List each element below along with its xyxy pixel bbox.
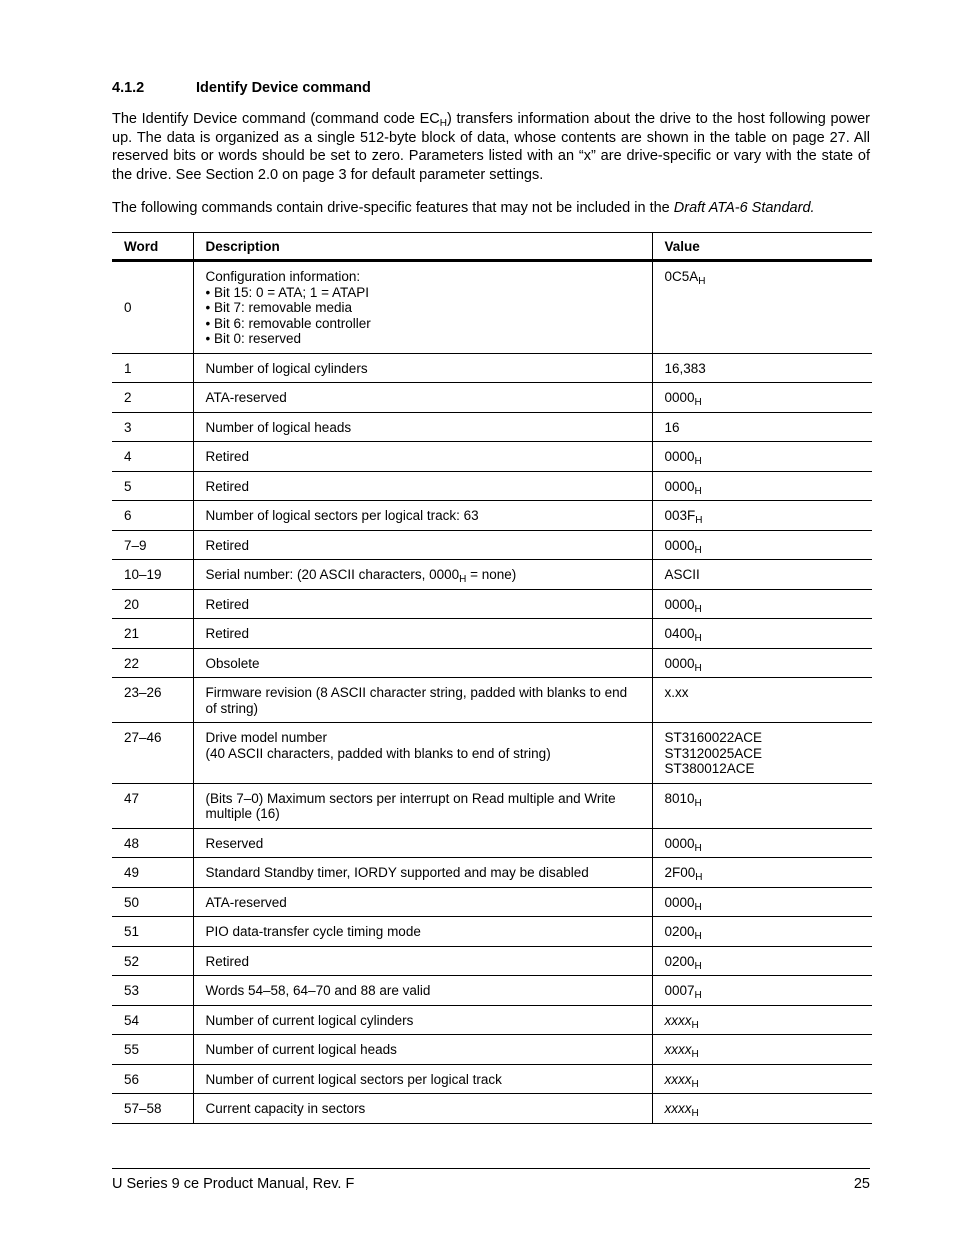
description-cell: Retired (193, 619, 652, 649)
description-cell: Number of logical sectors per logical track: 63 (193, 501, 652, 531)
description-cell: (Bits 7–0) Maximum sectors per interrupt on Read multiple and Write multiple (16) (193, 783, 652, 828)
word-cell: 1 (112, 353, 193, 383)
word-cell: 54 (112, 1005, 193, 1035)
table-row (112, 442, 872, 472)
value-cell: 16 (652, 412, 872, 442)
table-row (112, 383, 872, 413)
description-cell: Current capacity in sectors (193, 1094, 652, 1124)
word-cell: 2 (112, 383, 193, 413)
word-cell: 6 (112, 501, 193, 531)
table-row (112, 530, 872, 560)
description-cell: Retired (193, 471, 652, 501)
word-cell: 57–58 (112, 1094, 193, 1124)
table-row (112, 261, 872, 354)
footer-rule (112, 1168, 870, 1169)
word-cell: 23–26 (112, 678, 193, 723)
value-cell: xxxx$_H$ (652, 1005, 872, 1035)
table-row (112, 828, 872, 858)
description-cell: Retired (193, 530, 652, 560)
word-cell: 10–19 (112, 560, 193, 590)
table-row (112, 471, 872, 501)
header-word: Word (112, 233, 193, 261)
value-cell: $003F_H$ (652, 501, 872, 531)
table-row (112, 648, 872, 678)
footer-page-number: 25 (853, 1176, 870, 1192)
description-cell: Number of current logical cylinders (193, 1005, 652, 1035)
drive-specific-note: The following commands contain drive-specific features that may not be included in the Draft ATA-6 Standard. (112, 200, 815, 216)
word-cell: 48 (112, 828, 193, 858)
table-row (112, 619, 872, 649)
value-cell: xxxx$_H$ (652, 1094, 872, 1124)
description-cell: Retired (193, 442, 652, 472)
table-row (112, 353, 872, 383)
identify-device-table (112, 232, 872, 1124)
description-cell: Obsolete (193, 648, 652, 678)
value-cell: $0000_H$ (652, 442, 872, 472)
table-row (112, 1094, 872, 1124)
table-row (112, 976, 872, 1006)
description-cell: ATA-reserved (193, 383, 652, 413)
section-title: Identify Device command (196, 80, 371, 96)
word-cell: 20 (112, 589, 193, 619)
word-cell: 4 (112, 442, 193, 472)
word-cell: 55 (112, 1035, 193, 1065)
word-cell: 56 (112, 1064, 193, 1094)
table-row (112, 1035, 872, 1065)
table-row (112, 501, 872, 531)
word-cell: 27–46 (112, 723, 193, 784)
word-cell: 3 (112, 412, 193, 442)
value-cell: $0000_H$ (652, 887, 872, 917)
section-number: 4.1.2 (112, 80, 145, 96)
word-cell: 50 (112, 887, 193, 917)
table-row (112, 858, 872, 888)
description-cell: Configuration information: • Bit 15: 0 = ATA; 1 = ATAPI • Bit 7: removable media • Bit 6: removable controller • Bit 0: reserved (193, 261, 652, 354)
table-row (112, 1005, 872, 1035)
description-cell: Firmware revision (8 ASCII character string, padded with blanks to end of string) (193, 678, 652, 723)
table-row (112, 946, 872, 976)
table-row (112, 560, 872, 590)
word-cell: 49 (112, 858, 193, 888)
value-cell: $2F00_H$ (652, 858, 872, 888)
value-cell: $0000_H$ (652, 530, 872, 560)
table-row (112, 678, 872, 723)
word-cell: 51 (112, 917, 193, 947)
value-cell: 16,383 (652, 353, 872, 383)
description-cell: PIO data-transfer cycle timing mode (193, 917, 652, 947)
table-row (112, 917, 872, 947)
table-row (112, 887, 872, 917)
table-row (112, 589, 872, 619)
word-cell: 47 (112, 783, 193, 828)
value-cell: xxxx$_H$ (652, 1035, 872, 1065)
word-cell: 22 (112, 648, 193, 678)
value-cell: $0400_H$ (652, 619, 872, 649)
description-cell: Number of current logical heads (193, 1035, 652, 1065)
description-cell: Number of logical cylinders (193, 353, 652, 383)
word-cell: 53 (112, 976, 193, 1006)
description-cell: Number of current logical sectors per logical track (193, 1064, 652, 1094)
description-cell: Words 54–58, 64–70 and 88 are valid (193, 976, 652, 1006)
description-cell: Retired (193, 589, 652, 619)
value-cell: xxxx$_H$ (652, 1064, 872, 1094)
word-cell: 21 (112, 619, 193, 649)
intro-paragraph: The Identify Device command (command code $EC_H$) transfers information about the drive to the host following power up. The data is organized as a single 512-byte block of data, whose contents are shown in the table on page 27. All reserved bits or words should be set to zero. Parameters listed with an “x” are drive-specific or vary with the state of the drive. See Section 2.0 on page 3 for default parameter settings. (112, 111, 870, 183)
value-cell: $0007_H$ (652, 976, 872, 1006)
table-header-row (112, 233, 872, 261)
value-cell: x.xx (652, 678, 872, 723)
word-cell: 0 (112, 261, 193, 354)
table-row (112, 1064, 872, 1094)
table-row (112, 783, 872, 828)
section-heading (112, 80, 371, 96)
word-cell: 7–9 (112, 530, 193, 560)
description-cell: Serial number: (20 ASCII characters, $0000_H$ = none) (193, 560, 652, 590)
header-description: Description (193, 233, 652, 261)
standard-name: Draft ATA-6 Standard. (673, 200, 815, 216)
word-cell: 52 (112, 946, 193, 976)
table-row (112, 412, 872, 442)
value-cell: $0C5A_H$ (652, 261, 872, 354)
table-row (112, 723, 872, 784)
description-cell: Number of logical heads (193, 412, 652, 442)
description-cell: Reserved (193, 828, 652, 858)
value-cell: ASCII (652, 560, 872, 590)
value-cell: $0000_H$ (652, 471, 872, 501)
description-cell: Drive model number (40 ASCII characters, padded with blanks to end of string) (193, 723, 652, 784)
word-cell: 5 (112, 471, 193, 501)
description-cell: Retired (193, 946, 652, 976)
value-cell: $0200_H$ (652, 917, 872, 947)
description-cell: ATA-reserved (193, 887, 652, 917)
value-cell: $0200_H$ (652, 946, 872, 976)
value-cell: $0000_H$ (652, 648, 872, 678)
value-cell: $8010_H$ (652, 783, 872, 828)
value-cell: $0000_H$ (652, 589, 872, 619)
value-cell: $0000_H$ (652, 828, 872, 858)
value-cell: $0000_H$ (652, 383, 872, 413)
description-cell: Standard Standby timer, IORDY supported and may be disabled (193, 858, 652, 888)
header-value: Value (652, 233, 872, 261)
value-cell: ST3160022ACE ST3120025ACE ST380012ACE (652, 723, 872, 784)
footer-manual-title: U Series 9 ce Product Manual, Rev. F (112, 1176, 355, 1192)
